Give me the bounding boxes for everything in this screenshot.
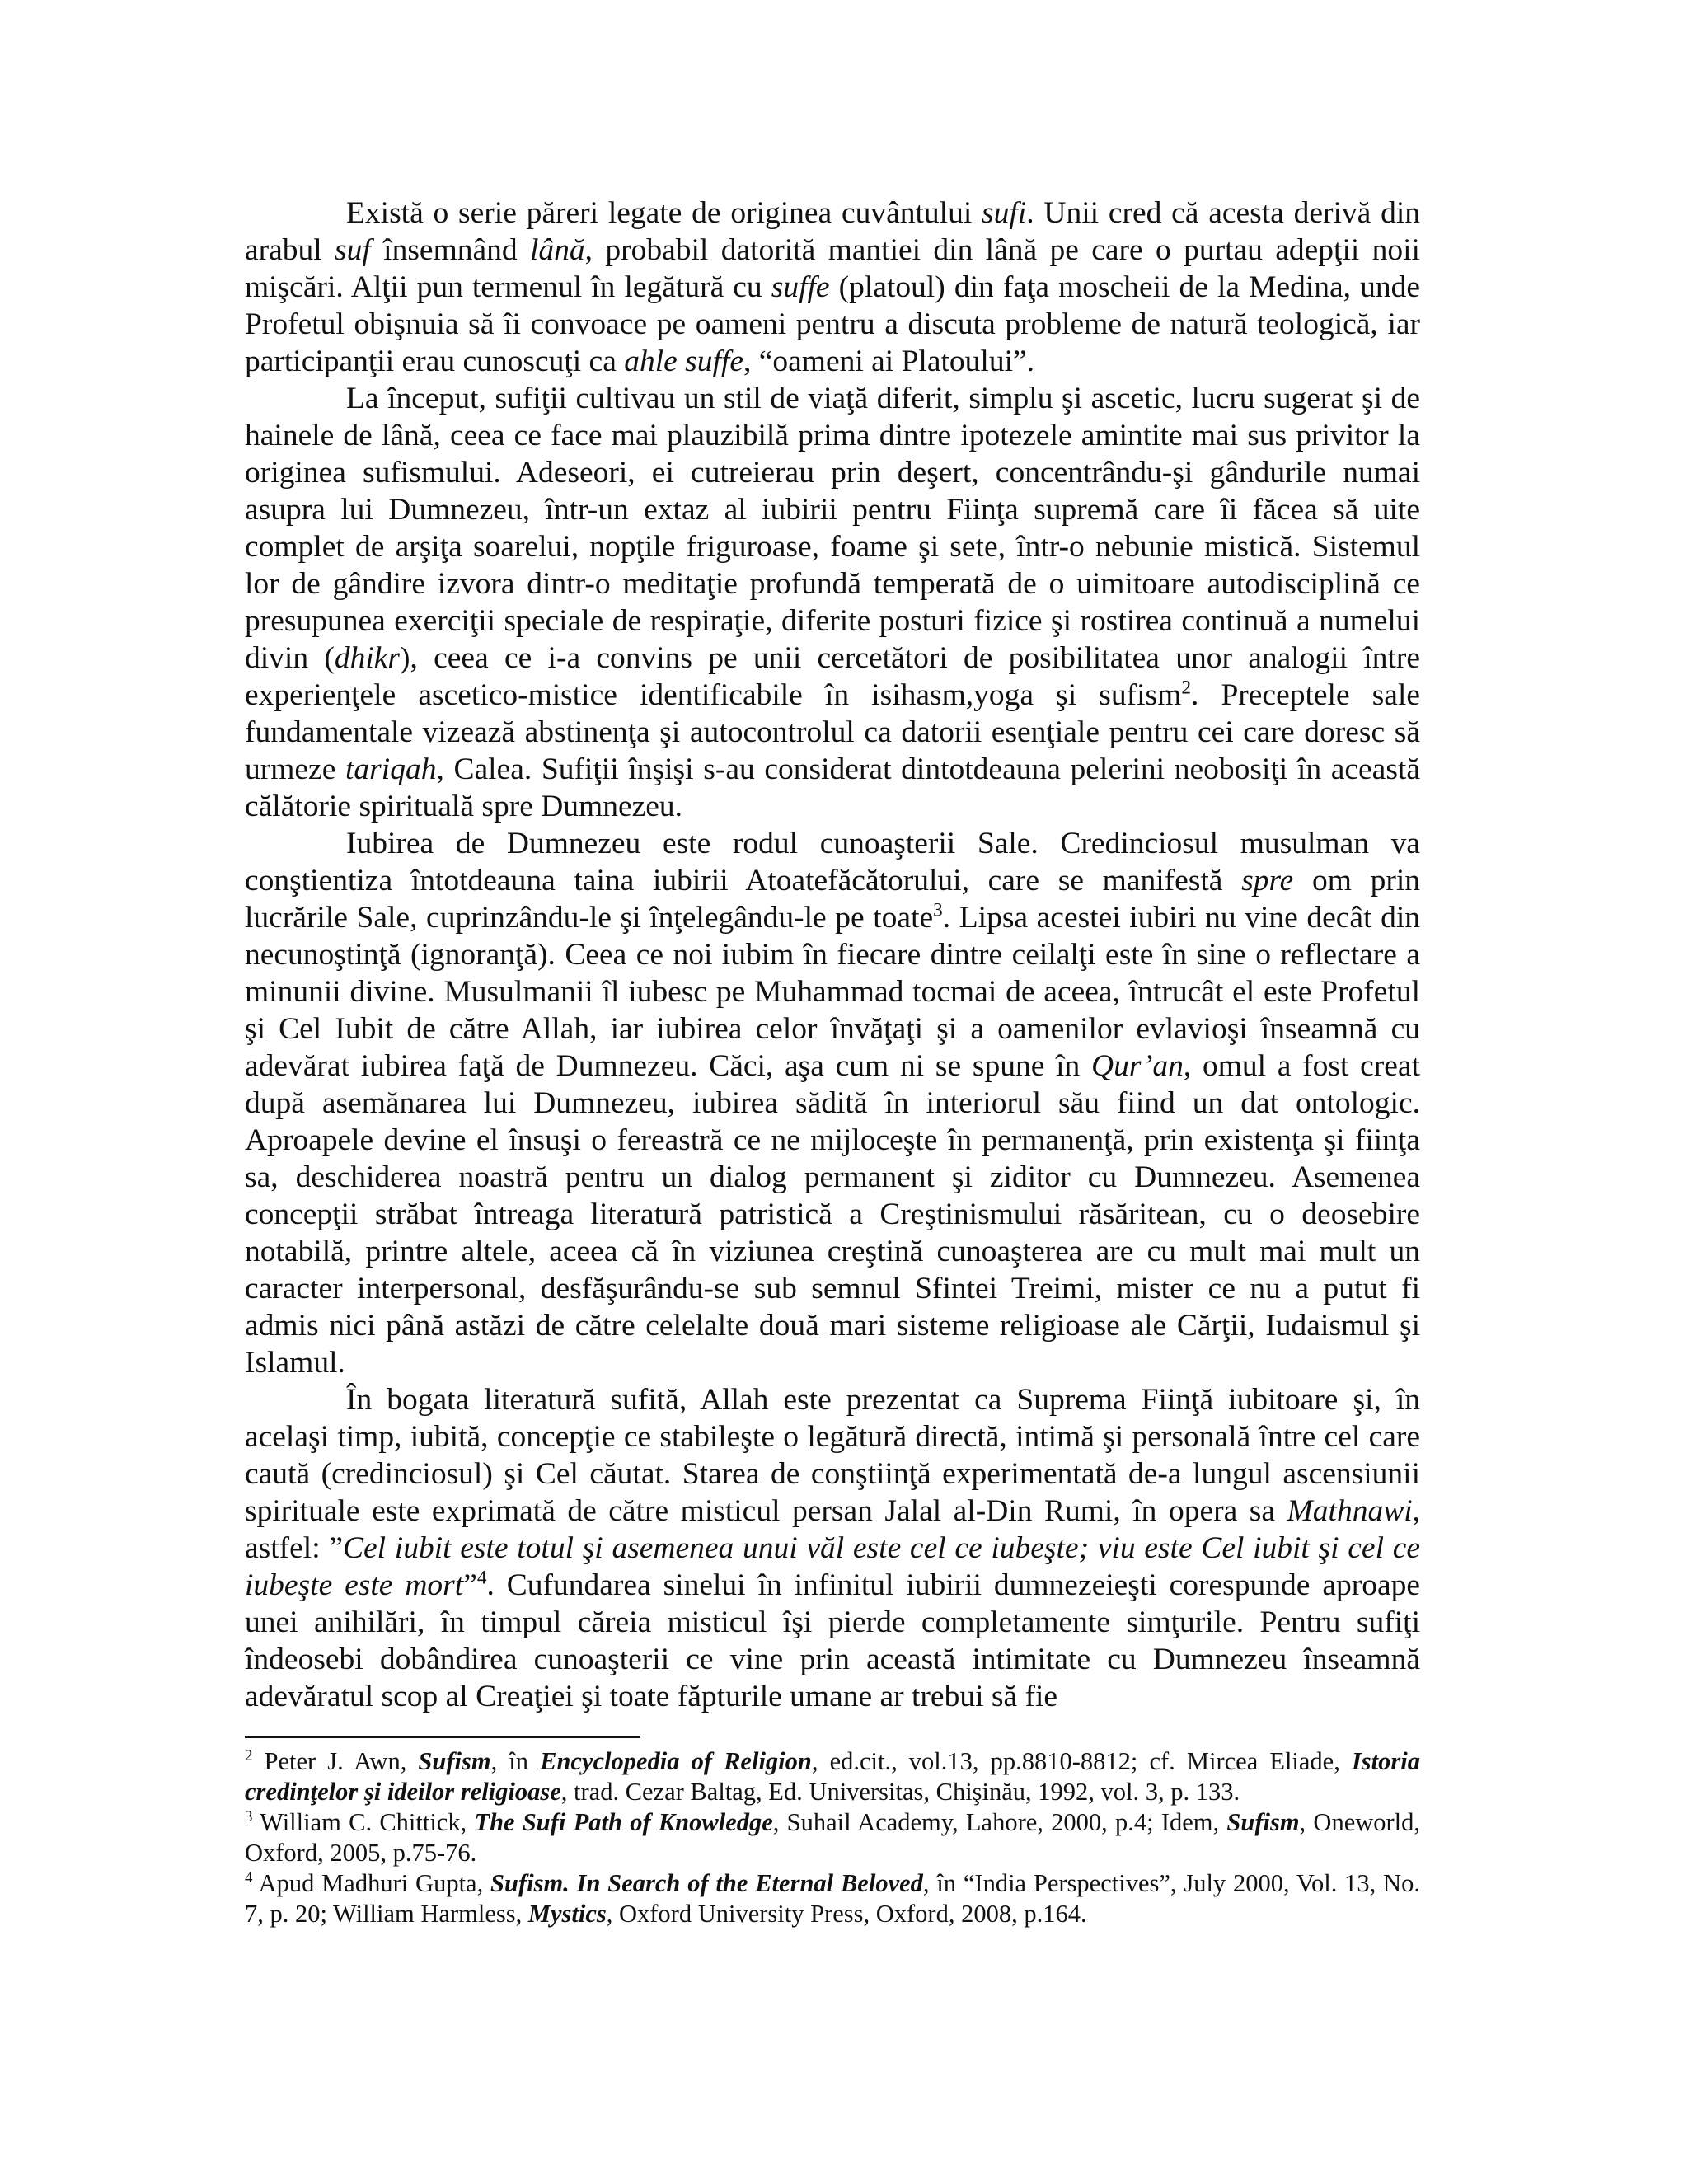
- footnote-marker: 4: [245, 1868, 253, 1886]
- text-run: , probabil datorită mantiei din lână pe care o purtau adepţii noii mişcări. Alţii pun termenul în legătură cu: [245, 233, 1420, 304]
- italic-term: suf: [335, 233, 371, 267]
- footnote-4: [245, 1868, 1420, 1929]
- text-run: , trad. Cezar Baltag, Ed. Universitas, Chişinău, 1992, vol. 3, p. 133.: [560, 1778, 1240, 1806]
- text-run: ”: [463, 1568, 477, 1602]
- italic-term: tariqah: [345, 752, 437, 786]
- footnote-marker: 3: [933, 899, 943, 921]
- text-run: . Preceptele sale fundamentale vizează abstinenţa şi autocontrolul ca datorii esenţiale pentru cei care doresc să urmeze: [245, 678, 1421, 786]
- text-run: , Oxford University Press, Oxford, 2008, p.164.: [606, 1900, 1087, 1928]
- text-run: , astfel: ”: [245, 1494, 1420, 1565]
- page-content: [245, 194, 1420, 1929]
- text-run: , “oameni ai Platoului”.: [743, 344, 1035, 378]
- citation-title: The Sufi Path of Knowledge: [474, 1808, 773, 1836]
- footnote-separator: [245, 1736, 640, 1738]
- text-run: . Lipsa acestei iubiri nu vine decât din necunoştinţă (ignoranţă). Ceea ce noi iubim în fiecare dintre ceilalţi este în sine o reflectare a minunii divine. Musulmanii îl iubesc pe Muhammad tocmai de aceea, întrucât el este Profetul şi Cel Iubit de către Allah, iar iubirea celor învăţaţi şi a oamenilor evlavioşi înseamnă cu adevărat iubirea faţă de Dumnezeu. Căci, aşa cum ni se spune în: [245, 901, 1421, 1083]
- footnote-2: [245, 1746, 1420, 1807]
- citation-title: Mystics: [528, 1900, 607, 1928]
- text-run: , omul a fost creat după asemănarea lui Dumnezeu, iubirea sădită în interiorul său fiind un dat ontologic. Aproapele devine el însuşi o fereastră ce ne mijloceşte în permanenţă, prin existenţa şi fiinţa sa, deschiderea noastră pentru un dialog permanent şi ziditor cu Dumnezeu. Asemenea concepţii străbat întreaga literatură patristică a Creştinismului răsăritean, cu o deosebire notabilă, printre altele, aceea că în viziunea creştină cunoaşterea are cu mult mai mult un caracter interpersonal, desfăşurându-se sub semnul Sfintei Treimi, mister ce nu a putut fi admis nici până astăzi de către celelalte două mari sisteme religioase ale Cărţii, Iudaismul şi Islamul.: [245, 1049, 1420, 1380]
- text-run: , Suhail Academy, Lahore, 2000, p.4; Idem,: [772, 1808, 1227, 1836]
- text-run: În bogata literatură sufită, Allah este prezentat ca Suprema Fiinţă iubitoare şi, în acelaşi timp, iubită, concepţie ce stabileşte o legătură directă, intimă şi personală între cel care caută (credinciosul) şi Cel căutat. Starea de conştiinţă experimentată de-a lungul ascensiunii spirituale este exprimată de către misticul persan Jalal al-Din Rumi, în opera sa: [245, 1383, 1420, 1528]
- paragraph-ascetic-lifestyle: [245, 380, 1420, 825]
- footnote-marker: 2: [245, 1746, 253, 1765]
- text-run: , în: [490, 1747, 541, 1775]
- text-run: , ed.cit., vol.13, pp.8810-8812; cf. Mircea Eliade,: [811, 1747, 1352, 1775]
- text-run: La început, sufiţii cultivau un stil de viaţă diferit, simplu şi ascetic, lucru sugerat şi de hainele de lână, ceea ce face mai plauzibilă prima dintre ipotezele amintite mai sus privitor la originea sufismului. Adeseori, ei cutreierau prin deşert, concentrându-şi gândurile numai asupra lui Dumnezeu, într-un extaz al iubirii pentru Fiinţa supremă care îi făcea să uite complet de arşiţa soarelui, nopţile friguroase, foame şi sete, într-o nebunie mistică. Sistemul lor de gândire izvora dintr-o meditaţie profundă temperată de o uimitoare autodisciplină ce presupunea exerciţii speciale de respiraţie, diferite posturi fizice şi rostirea continuă a numelui divin (: [245, 382, 1420, 675]
- footnote-3: [245, 1807, 1420, 1868]
- paragraph-love-of-god: [245, 825, 1420, 1381]
- text-run: , Oneworld, Oxford, 2005, p.75-76.: [245, 1808, 1421, 1867]
- citation-title: Istoria credinţelor şi ideilor religioase: [245, 1747, 1420, 1806]
- text-run: . Cufundarea sinelui în infinitul iubirii dumnezeieşti corespunde aproape unei anihilări, în timpul căreia misticul îşi pierde completamente simţurile. Pentru sufiţi îndeosebi dobândirea cunoaşterii ce vine prin această intimitate cu Dumnezeu înseamnă adevăratul scop al Creaţiei şi toate făpturile umane ar trebui să fie: [245, 1568, 1420, 1713]
- italic-term: spre: [1241, 864, 1294, 898]
- text-run: . Unii cred că acesta derivă din arabul: [245, 196, 1420, 267]
- text-run: Există o serie păreri legate de originea cuvântului: [346, 196, 982, 230]
- text-run: ), ceea ce i-a convins pe unii cercetători de posibilitatea unor analogii între experienţele ascetico-mistice identificabile în isihasm,yoga şi sufism: [245, 641, 1420, 712]
- text-run: Apud Madhuri Gupta,: [252, 1869, 491, 1897]
- italic-term: Cel iubit este totul şi asemenea unui văl este cel ce iubeşte; viu este Cel iubit şi cel ce iubeşte este mort: [245, 1531, 1420, 1602]
- text-run: om prin lucrările Sale, cuprinzându-le şi înţelegându-le pe toate: [245, 864, 1420, 935]
- text-run: însemnând: [370, 233, 530, 267]
- footnote-marker: 2: [1181, 677, 1191, 699]
- citation-title: Sufism: [418, 1747, 491, 1775]
- paragraph-sufi-literature: [245, 1381, 1420, 1715]
- italic-term: sufi: [982, 196, 1027, 230]
- italic-term: ahle suffe: [624, 344, 743, 378]
- citation-title: Sufism. In Search of the Eternal Beloved: [490, 1869, 923, 1897]
- footnote-marker: 3: [245, 1807, 253, 1825]
- footnote-marker: 4: [476, 1567, 487, 1589]
- paragraph-sufi-etymology: [245, 194, 1420, 380]
- text-run: William C. Chittick,: [252, 1808, 475, 1836]
- italic-term: Qur’an: [1091, 1049, 1184, 1083]
- text-run: Peter J. Awn,: [252, 1747, 419, 1775]
- text-run: , în “India Perspectives”, July 2000, Vol. 13, No. 7, p. 20; William Harmless,: [245, 1869, 1420, 1928]
- citation-title: Sufism: [1226, 1808, 1300, 1836]
- italic-term: suffe: [771, 270, 830, 304]
- text-run: Iubirea de Dumnezeu este rodul cunoaşterii Sale. Credinciosul musulman va conştientiza întotdeauna taina iubirii Atoatefăcătorului, care se manifestă: [245, 827, 1420, 898]
- italic-term: Mathnawi: [1287, 1494, 1413, 1528]
- italic-term: dhikr: [334, 641, 401, 675]
- italic-term: lână: [529, 233, 585, 267]
- text-run: , Calea. Sufiţii înşişi s-au considerat dintotdeauna pelerini neobosiţi în această călătorie spirituală spre Dumnezeu.: [245, 752, 1420, 823]
- citation-title: Encyclopedia of Religion: [540, 1747, 812, 1775]
- text-run: (platoul) din faţa moscheii de la Medina, unde Profetul obişnuia să îi convoace pe oameni pentru a discuta probleme de natură teologică, iar participanţii erau cunoscuţi ca: [245, 270, 1421, 378]
